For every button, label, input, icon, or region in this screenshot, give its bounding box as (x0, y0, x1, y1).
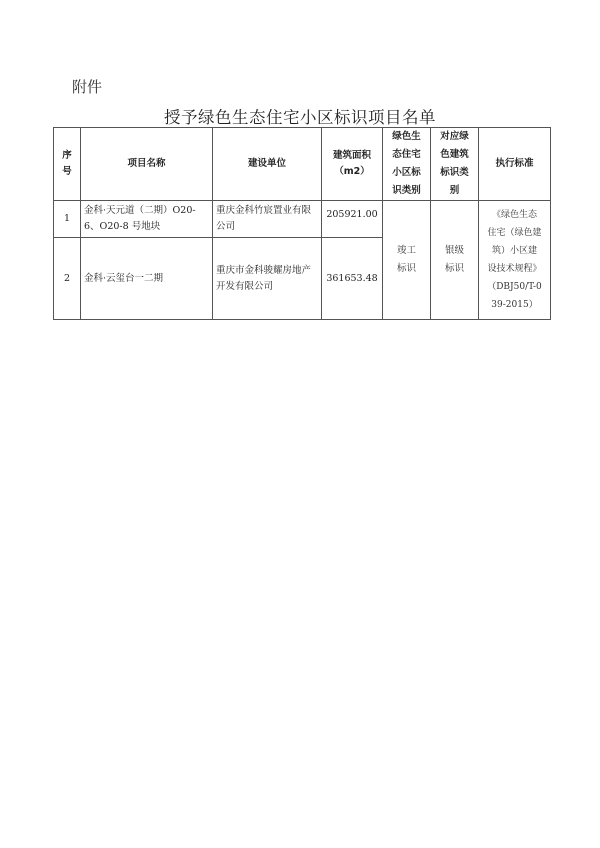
header-label-type: 绿色生 态住宅 小区标 识类别 (383, 128, 431, 201)
row-area: 361653.48 (322, 238, 383, 320)
row-seq: 2 (54, 238, 81, 320)
attachment-label: 附件 (72, 78, 103, 96)
table-row (54, 201, 551, 238)
header-area: 建筑面积 （m2） (322, 128, 383, 201)
header-project-name: 项目名称 (81, 128, 213, 201)
row-builder: 重庆金科竹宸置业有限公司 (213, 201, 322, 238)
header-standard: 执行标准 (479, 128, 551, 201)
label-type-cell: 竣工 标识 (383, 201, 431, 320)
row-builder: 重庆市金科骏耀房地产开发有限公司 (213, 238, 322, 320)
table-header-row (54, 128, 551, 201)
header-builder: 建设单位 (213, 128, 322, 201)
row-project-name: 金科·天元道（二期）O20-6、O20-8 号地块 (81, 201, 213, 238)
green-type-cell: 银级 标识 (431, 201, 479, 320)
row-area: 205921.00 (322, 201, 383, 238)
standard-cell: 《绿色生态 住宅（绿色建 筑）小区建 设技术规程》 （DBJ50/T-0 39-2015） (479, 201, 551, 320)
project-list-table (53, 127, 551, 320)
page-title: 授予绿色生态住宅小区标识项目名单 (164, 108, 436, 127)
row-seq: 1 (54, 201, 81, 238)
header-seq: 序 号 (54, 128, 81, 201)
row-project-name: 金科·云玺台一二期 (81, 238, 213, 320)
header-green-type: 对应绿 色建筑 标识类 别 (431, 128, 479, 201)
